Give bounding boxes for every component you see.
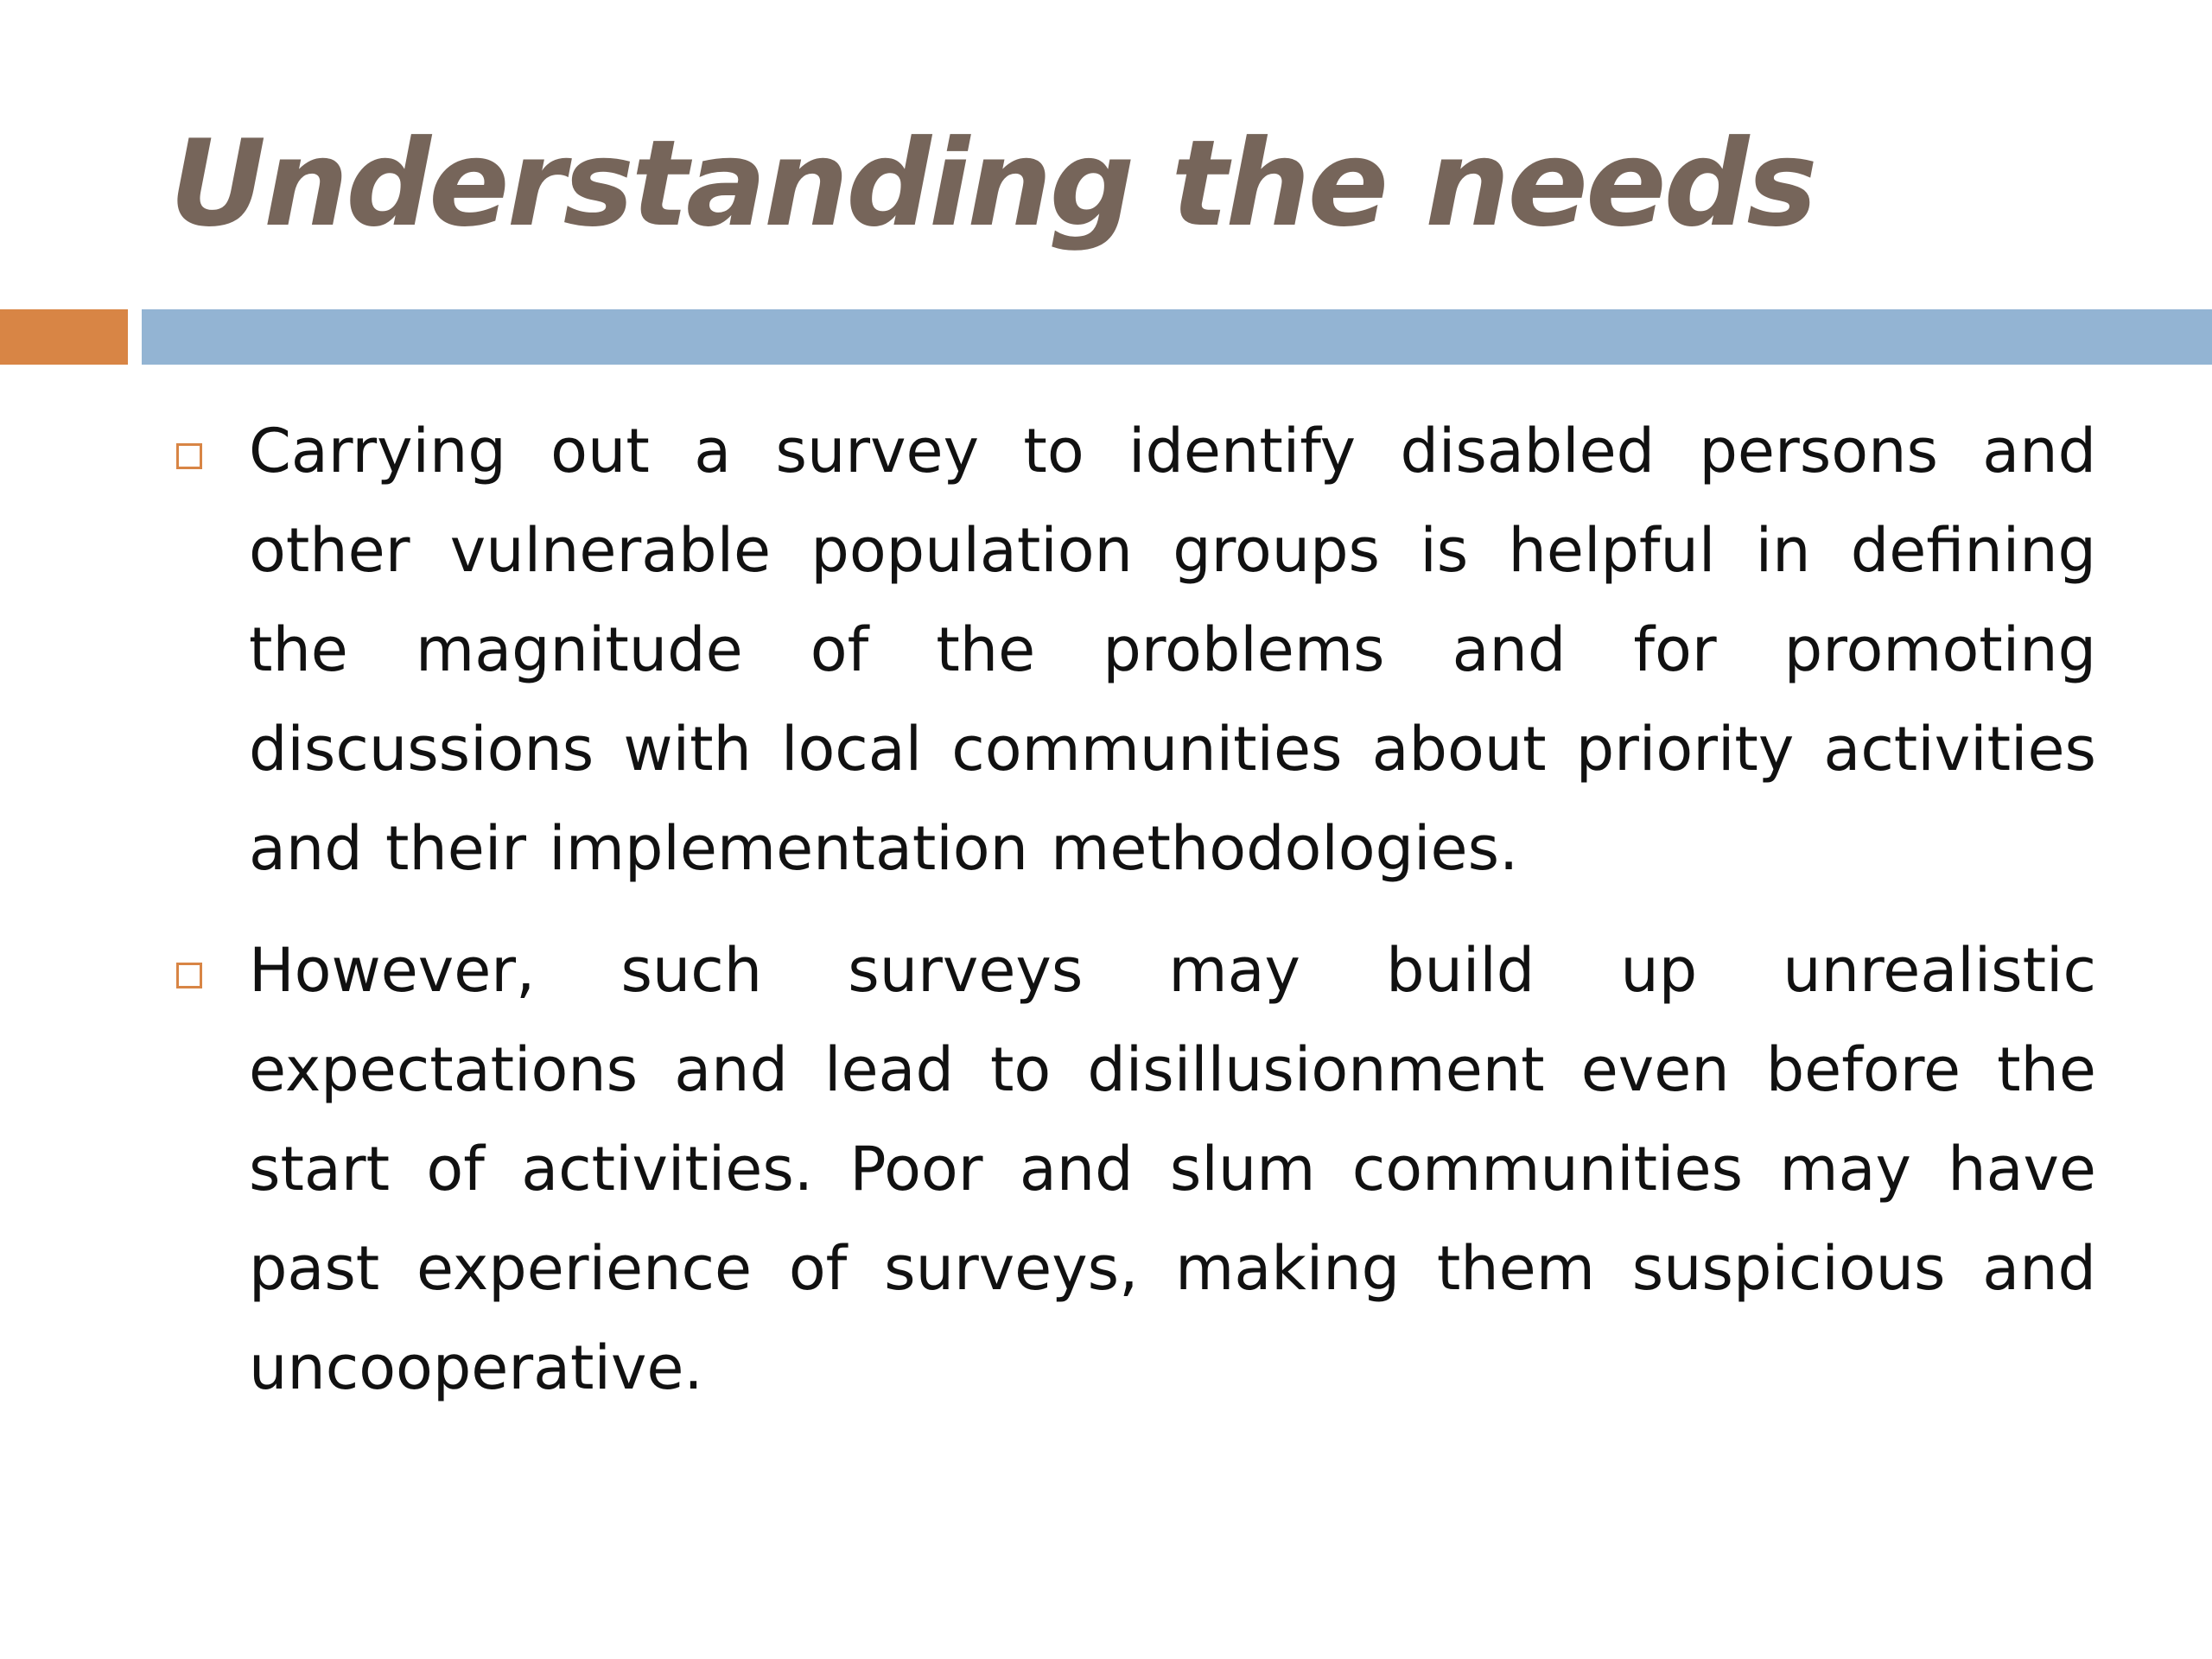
- accent-bar-blue: [142, 309, 2212, 365]
- slide-title: Understanding the needs: [169, 114, 1815, 253]
- accent-bar-orange: [0, 309, 128, 365]
- bullet-text-2: However, such surveys may build up unrealistic expectations and lead to disillusionment even before the start of activities. Poor and slum communities may have past experience of surveys, making them suspicious and uncooperative.: [249, 935, 2096, 1403]
- hollow-square-icon: [176, 443, 202, 469]
- bullet-list: [169, 402, 2096, 1440]
- bullet-text-1: Carrying out a survey to identify disabled persons and other vulnerable population groups is helpful in defining the magnitude of the problems and for promoting discussions with local communities about priority activities and their implementation methodologies.: [249, 416, 2096, 884]
- bullet-item-1: [169, 402, 2096, 899]
- hollow-square-icon: [176, 963, 202, 988]
- bullet-item-2: [169, 921, 2096, 1418]
